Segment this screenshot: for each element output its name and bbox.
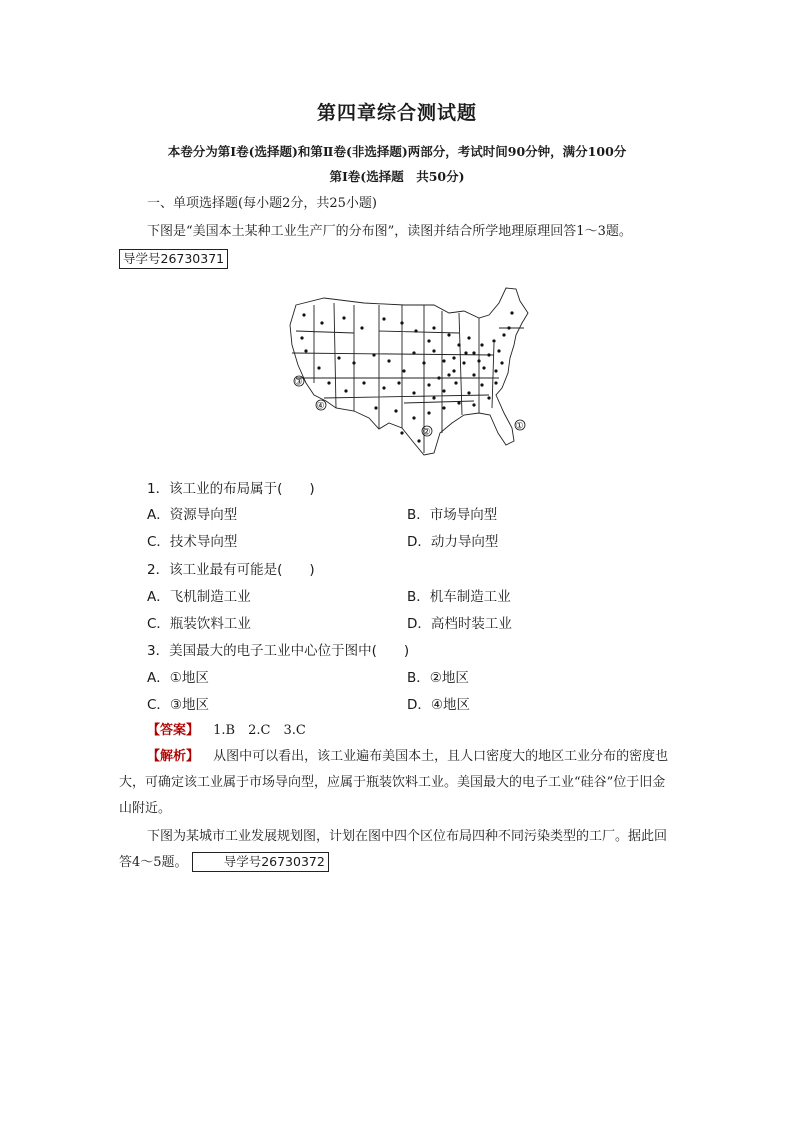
guide-number-box-2: 导学号26730372 [192,852,329,872]
question-1-option-c[interactable]: C．技术导向型 [147,534,238,550]
group-2-intro-text: 下图为某城市工业发展规划图，计划在图中四个区位布局四种不同污染类型的工厂。据此回答4～5题。 [119,829,668,870]
map-marker-1: ① [515,421,524,432]
analysis-text: 从图中可以看出，该工业遍布美国本土，且人口密度大的地区工业分布的密度也大，可确定该工业属于市场导向型，应属于瓶装饮料工业。美国最大的电子工业“硅谷”位于旧金山附近。 [119,749,669,816]
answer-label: 【答案】 [147,723,200,738]
map-marker-3: ③ [294,377,303,388]
question-3-option-a[interactable]: A．①地区 [147,670,209,686]
question-group-intro: 下图是“美国本土某种工业生产厂的分布图”，读图并结合所学地理原理回答1～3题。 [147,224,632,239]
answer-text: 1.B 2.C 3.C [213,723,306,738]
map-marker-2: ② [422,427,431,438]
page-title: 第四章综合测试题 [316,102,477,124]
analysis-label: 【解析】 [147,749,200,764]
question-3-option-b[interactable]: B．②地区 [407,670,469,686]
analysis-block [119,744,675,822]
question-2-option-b[interactable]: B．机车制造工业 [407,589,511,605]
usa-outline [290,288,528,455]
question-3-option-d[interactable]: D．④地区 [407,697,470,713]
part-heading: 一、单项选择题(每小题2分，共25小题) [147,196,377,211]
question-2-option-c[interactable]: C．瓶装饮料工业 [147,616,251,632]
question-2-stem: 2．该工业最有可能是( ) [147,562,315,578]
question-group-2-intro [119,824,675,876]
question-2-option-d[interactable]: D．高档时装工业 [407,616,512,632]
question-3-option-c[interactable]: C．③地区 [147,697,210,713]
question-1-option-a[interactable]: A．资源导向型 [147,507,238,523]
map-marker-4: ④ [316,401,325,412]
question-1-option-d[interactable]: D．动力导向型 [407,534,499,550]
guide-number-box: 导学号26730371 [119,249,228,269]
section-heading: 第Ⅰ卷(选择题 共50分) [329,169,465,184]
question-2-option-a[interactable]: A．飞机制造工业 [147,589,251,605]
usa-factory-map [284,283,534,461]
question-3-stem: 3．美国最大的电子工业中心位于图中( ) [147,643,410,659]
exam-instructions: 本卷分为第Ⅰ卷(选择题)和第Ⅱ卷(非选择题)两部分，考试时间90分钟，满分100分 [167,144,627,159]
answer-block [147,719,306,738]
question-1-stem: 1．该工业的布局属于( ) [147,481,315,497]
question-1-option-b[interactable]: B．市场导向型 [407,507,498,523]
